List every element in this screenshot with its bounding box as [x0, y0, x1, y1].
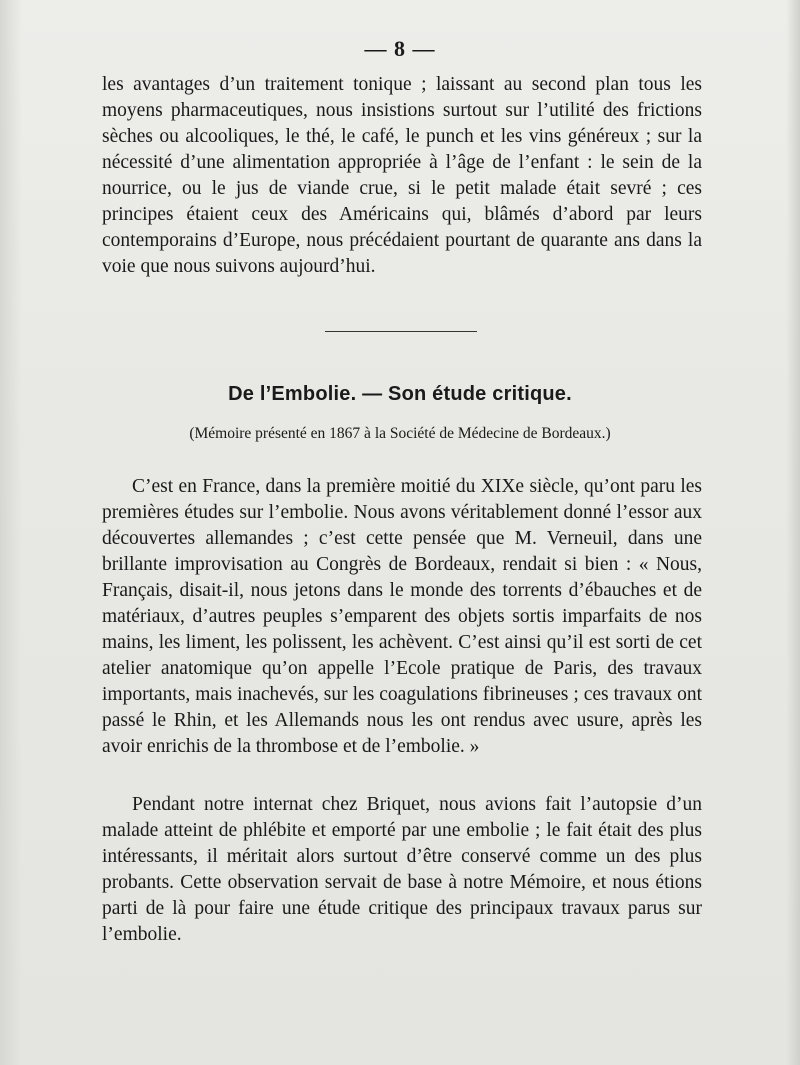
history-paragraph-block: [102, 474, 702, 760]
section-title: De l’Embolie. — Son étude critique.: [228, 383, 572, 405]
intro-paragraph-block: [102, 72, 702, 280]
page-number: — 8 —: [364, 36, 436, 61]
section-subtitle: (Mémoire présenté en 1867 à la Société de Médecine de Bordeaux.): [189, 425, 611, 442]
internship-paragraph: Pendant notre internat chez Briquet, nous avions fait l’autopsie d’un malade atteint de phlébite et emporté par une embolie ; le fait était des plus intéressants, il méritait alors surtout d’être conservé comme un des plus probants. Cette observation servait de base à notre Mémoire, et nous étions parti de là pour faire une étude critique des principaux travaux parus sur l’embolie.: [102, 794, 702, 945]
intro-paragraph: les avantages d’un traitement tonique ; laissant au second plan tous les moyens pharmaceutiques, nous insistions surtout sur l’utilité des frictions sèches ou alcooliques, le thé, le café, le punch et les vins généreux ; sur la nécessité d’une alimentation appropriée à l’âge de l’enfant : le sein de la nourrice, ou le jus de viande crue, si le petit malade était sevré ; ces principes étaient ceux des Américains qui, blâmés d’abord par leurs contemporains d’Europe, nous précédaient pourtant de quarante ans dans la voie que nous suivons aujourd’hui.: [102, 74, 702, 277]
history-paragraph: C’est en France, dans la première moitié du XIXe siècle, qu’ont paru les premières études sur l’embolie. Nous avons véritablement donné l’essor aux découvertes allemandes ; c’est cette pensée que M. Verneuil, dans une brillante improvisation au Congrès de Bordeaux, rendait si bien : « Nous, Français, disait-il, nous jetons dans le monde des torrents d’ébauches et de matériaux, d’autres peuples s’emparent des objets sortis imparfaits de nos mains, les liment, les polissent, les achèvent. C’est ainsi qu’il est sorti de cet atelier anatomique qu’on appelle l’Ecole pratique de Paris, des travaux importants, mais inachevés, sur les coagulations fibrineuses ; ces travaux ont passé le Rhin, et les Allemands nous les ont rendus avec usure, après les avoir enrichis de la thrombose et de l’embolie. »: [102, 476, 702, 757]
internship-paragraph-block: [102, 792, 702, 948]
section-divider: [325, 331, 477, 332]
